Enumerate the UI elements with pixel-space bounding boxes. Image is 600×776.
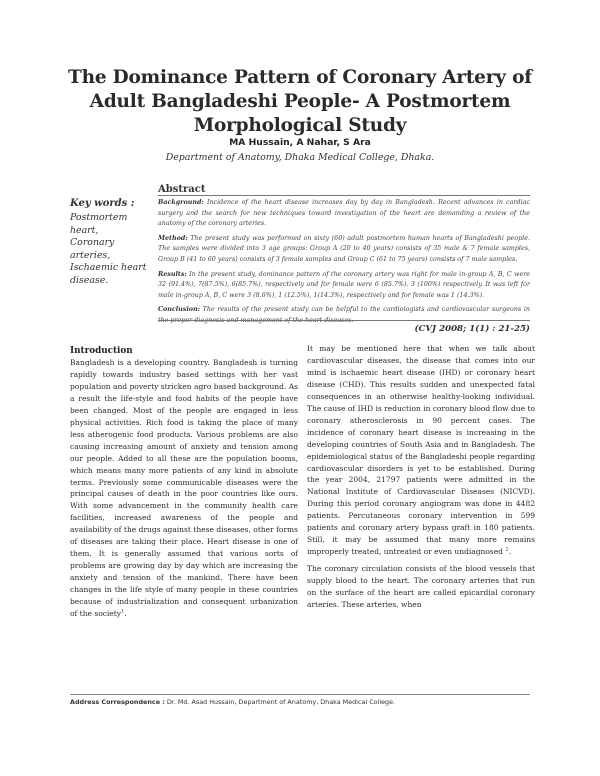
right-column [307,343,535,611]
abstract-bottom-rule [158,320,530,321]
keyword-item: heart, [70,224,99,236]
introduction-heading: Introduction [70,346,133,356]
address-correspondence: Address Correspondence : Dr. Md. Asad Hussain, Department of Anatomy, Dhaka Medical College. [70,698,396,706]
abstract-method: Method: The present study was performed on sixty (60) adult postmortem human hearts of Bangladeshi people. The samples were divided into 3 age groups: Group A (20 to 40 years) consists of 35 male & 7 female samples, Group B (41 to 60 years) consists of 3 female samples and Group C (61 to 75 years) consists of 7 male samples. [158,234,530,263]
authors: MA Hussain, A Nahar, S Ara [229,137,371,148]
intro-paragraph: Bangladesh is a developing country. Bangladesh is turning rapidly towards industry based settings with her vast population and poverty stricken agro based background. As a result the life-style and food habits of the people have been changed. Most of the people are engaged in less physical activities. Rich food is taking the place of many less atherogenic food products. Various problems are also causing increasing amount of anxiety and tension among our people. Added to all these are the population booms, which means many more patients of any kind in absolute terms. Previously some communicable diseases were the principal causes of death in the poor countries like ours. With some advancement in the community health care facilities, increased awareness of the people and availability of the drugs against these diseases, other forms of diseases are taking their place. Heart disease is one of them. It is generally assumed that various sorts of problems are growing day by day which are increasing the anxiety and tension of the mankind. There have been changes in the life style of many people in these countries because of industrialization and consequent urbanization of the society$^1$. [70,358,298,619]
affiliation: Department of Anatomy, Dhaka Medical College, Dhaka. [165,152,435,163]
keyword-item: Coronary [70,237,115,248]
abstract-top-rule [158,195,530,196]
body-paragraph: It may be mentioned here that when we talk about cardiovascular diseases, the disease that comes into our mind is ischaemic heart disease (IHD) or coronary heart disease (CHD). This results sudden and unexpected fatal consequences in an otherwise healthy-looking individual. The cause of IHD is reduction in coronary blood flow due to coronary atherosclerosis in 90 percent cases. The incidence of coronary heart disease is increasing in the developing countries of South Asia and in Bangladesh. The epidemiological status of the Bangladeshi people regarding cardiovascular disorders is yet to be established. During the year 2004, 21797 patients were admitted in the National Institute of Cardiovascular Diseases (NICVD). During this period coronary angiogram was done in 4482 patients. Percutaneous coronary intervention in 599 patients and coronary artery bypass graft in 180 patients. Still, it may be assumed that many more remains improperly treated, untreated or even undiagnosed $^2$. [307,344,535,557]
reference-mark: 2 [505,546,509,553]
journal-citation: (CVJ 2008; 1(1) : 21-25) [414,324,530,334]
keyword-item: Postmortem [70,212,128,223]
left-column [70,345,298,620]
keywords-heading: Key words : [70,198,135,209]
abstract-results: Results: In the present study, dominance pattern of the coronary artery was right for male in-group A, B, C were 32 (91.4%), 7(87.5%), 6(85.7%), respectively and for female were 6 (85.7%). 3 (100%) respectively. It was left for male in-group A, B, C were 3 (8.6%), 1 (12.5%), 1(14.3%), respectively and for female was 1 (14.3%). [158,270,530,299]
keyword-item: disease. [70,274,109,286]
abstract-conclusion: Conclusion: The results of the present study can be helpful to the cardiologists and cardiovascular surgeons in [158,306,530,314]
reference-mark: 1 [121,608,125,615]
footer-rule [70,694,530,695]
paper-title: The Dominance Pattern of Coronary Artery of Adult Bangladeshi People- A Postmortem Morphological Study [68,67,532,136]
abstract-heading: Abstract [158,184,206,195]
keyword-item: arteries, [70,249,111,261]
abstract-background: Background: Incidence of the heart disease increases day by day in Bangladesh. Recent advances in cardiac surgery and the search for new techniques toward investigation of the heart are demanding a review of the anatomy of the coronary arteries. [158,199,530,228]
body-paragraph: The coronary circulation consists of the blood vessels that supply blood to the heart. The coronary arteries that run on the surface of the heart are called epicardial coronary arteries. These arteries, when [307,564,535,610]
keywords-list [70,212,152,287]
keyword-item: Ischaemic heart [70,262,147,273]
abstract-body [158,198,530,331]
